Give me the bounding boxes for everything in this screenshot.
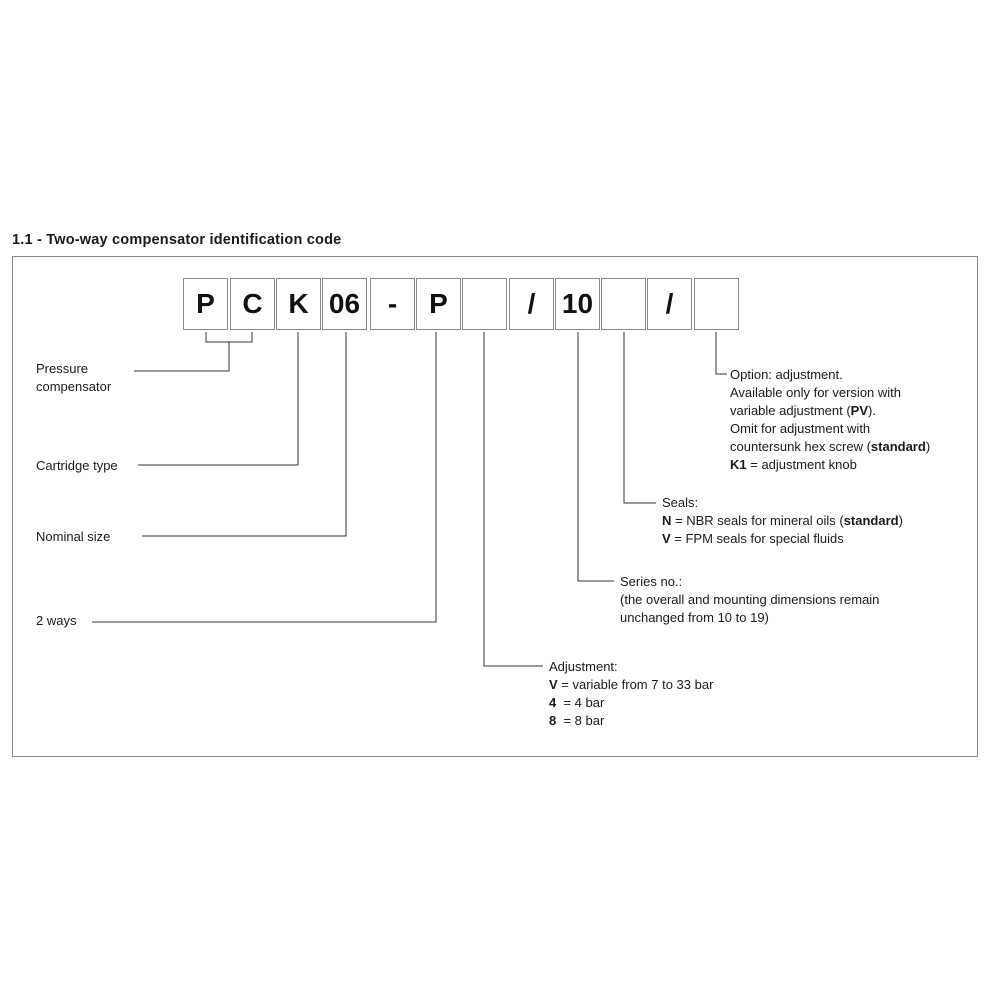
code-cell-7 xyxy=(462,278,507,330)
code-cell-2: C xyxy=(230,278,275,330)
label-pressure-compensator-line1: Pressure xyxy=(36,361,89,376)
adjustment-heading: Adjustment: xyxy=(549,659,618,674)
option-line1: Available only for version with xyxy=(730,385,902,400)
series-line1: (the overall and mounting dimensions remain xyxy=(620,592,880,607)
seals-n: N = NBR seals for mineral oils (standard) xyxy=(662,513,903,528)
code-cell-4: 06 xyxy=(322,278,367,330)
seals-block xyxy=(662,494,903,548)
code-cell-1: P xyxy=(183,278,228,330)
adjustment-4: 4 = 4 bar xyxy=(549,695,605,710)
code-cell-6: P xyxy=(416,278,461,330)
page-title: 1.1 - Two-way compensator identification code xyxy=(12,232,342,248)
code-cell-12 xyxy=(694,278,739,330)
label-two-ways: 2 ways xyxy=(36,613,77,628)
label-nominal-size: Nominal size xyxy=(36,529,111,544)
label-pressure-compensator-line2: compensator xyxy=(36,379,112,394)
adjustment-8: 8 = 8 bar xyxy=(549,713,605,728)
adjustment-block xyxy=(549,658,713,730)
option-block xyxy=(730,366,930,474)
label-cartridge-type: Cartridge type xyxy=(36,458,118,473)
code-cell-11: / xyxy=(647,278,692,330)
code-cell-8: / xyxy=(509,278,554,330)
series-heading: Series no.: xyxy=(620,574,683,589)
option-line2: variable adjustment (PV). xyxy=(730,403,876,418)
seals-heading: Seals: xyxy=(662,495,699,510)
code-cell-9: 10 xyxy=(555,278,600,330)
option-line4: countersunk hex screw (standard) xyxy=(730,439,931,454)
series-block xyxy=(620,573,879,627)
label-pressure-compensator xyxy=(36,360,111,396)
option-k1: K1 = adjustment knob xyxy=(730,457,857,472)
adjustment-v: V = variable from 7 to 33 bar xyxy=(549,677,714,692)
code-cell-5: - xyxy=(370,278,415,330)
series-line2: unchanged from 10 to 19) xyxy=(620,610,769,625)
seals-v: V = FPM seals for special fluids xyxy=(662,531,844,546)
code-cell-10 xyxy=(601,278,646,330)
option-line3: Omit for adjustment with xyxy=(730,421,871,436)
option-heading: Option: adjustment. xyxy=(730,367,843,382)
code-cell-3: K xyxy=(276,278,321,330)
